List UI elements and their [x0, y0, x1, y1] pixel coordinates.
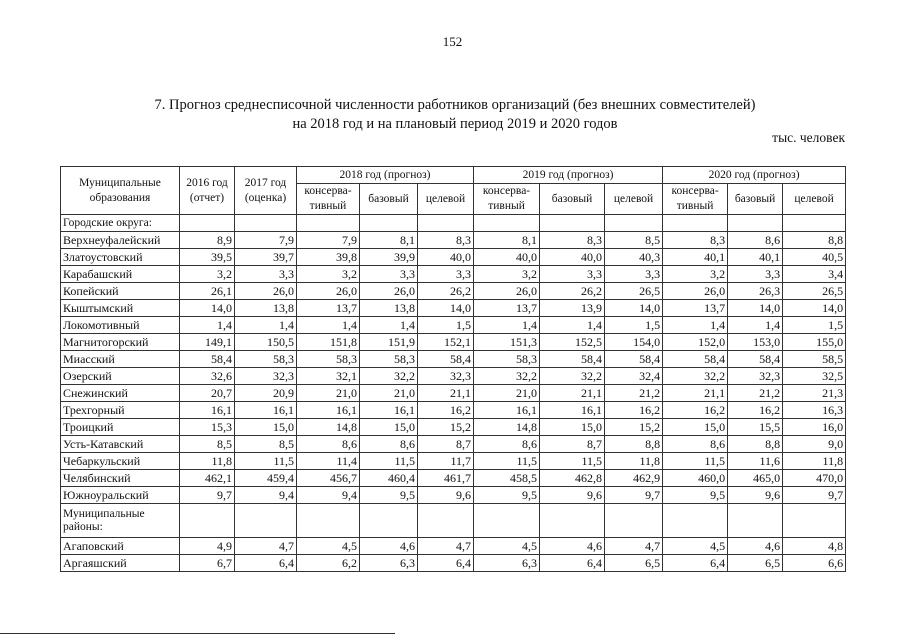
municipality-name: Верхнеуфалейский [61, 232, 180, 249]
value-cell: 13,7 [297, 300, 360, 317]
value-cell: 7,9 [297, 232, 360, 249]
value-cell: 32,3 [418, 368, 474, 385]
value-cell: 16,2 [663, 402, 728, 419]
value-cell: 15,0 [663, 419, 728, 436]
header-municipality: Муниципальные образования [61, 167, 180, 215]
value-cell: 32,6 [180, 368, 235, 385]
value-cell: 15,0 [235, 419, 297, 436]
value-cell: 32,2 [540, 368, 605, 385]
value-cell: 8,7 [418, 436, 474, 453]
table-row [61, 402, 846, 419]
value-cell: 13,7 [474, 300, 540, 317]
municipality-name: Челябинский [61, 470, 180, 487]
value-cell: 26,5 [783, 283, 846, 300]
municipality-name: Снежинский [61, 385, 180, 402]
empty-cell [540, 504, 605, 538]
empty-cell [180, 215, 235, 232]
value-cell: 14,0 [180, 300, 235, 317]
empty-cell [418, 215, 474, 232]
value-cell: 8,3 [663, 232, 728, 249]
value-cell: 3,2 [474, 266, 540, 283]
value-cell: 26,0 [235, 283, 297, 300]
value-cell: 8,3 [540, 232, 605, 249]
value-cell: 16,1 [235, 402, 297, 419]
header-2020-conservative: консерва-тивный [663, 184, 728, 215]
value-cell: 1,5 [783, 317, 846, 334]
value-cell: 11,5 [235, 453, 297, 470]
value-cell: 6,5 [728, 555, 783, 572]
value-cell: 1,4 [474, 317, 540, 334]
value-cell: 21,2 [605, 385, 663, 402]
value-cell: 26,0 [360, 283, 418, 300]
value-cell: 460,0 [663, 470, 728, 487]
value-cell: 1,4 [297, 317, 360, 334]
municipality-name: Карабашский [61, 266, 180, 283]
value-cell: 13,9 [540, 300, 605, 317]
value-cell: 6,5 [605, 555, 663, 572]
value-cell: 40,1 [728, 249, 783, 266]
header-2018: 2018 год (прогноз) [297, 167, 474, 184]
value-cell: 4,7 [605, 538, 663, 555]
value-cell: 14,8 [474, 419, 540, 436]
value-cell: 6,4 [418, 555, 474, 572]
value-cell: 152,5 [540, 334, 605, 351]
value-cell: 3,3 [418, 266, 474, 283]
value-cell: 1,4 [360, 317, 418, 334]
municipality-name: Усть-Катавский [61, 436, 180, 453]
table-row [61, 453, 846, 470]
value-cell: 3,3 [728, 266, 783, 283]
value-cell: 462,1 [180, 470, 235, 487]
empty-cell [180, 504, 235, 538]
value-cell: 8,1 [474, 232, 540, 249]
empty-cell [783, 504, 846, 538]
empty-cell [663, 504, 728, 538]
value-cell: 1,4 [235, 317, 297, 334]
value-cell: 4,6 [728, 538, 783, 555]
municipality-name: Троицкий [61, 419, 180, 436]
municipality-name: Аргаяшский [61, 555, 180, 572]
table-row [61, 300, 846, 317]
value-cell: 152,1 [418, 334, 474, 351]
value-cell: 13,7 [663, 300, 728, 317]
empty-cell [360, 215, 418, 232]
value-cell: 9,5 [360, 487, 418, 504]
table-row [61, 334, 846, 351]
value-cell: 11,5 [663, 453, 728, 470]
value-cell: 16,2 [728, 402, 783, 419]
value-cell: 58,3 [360, 351, 418, 368]
municipality-name: Трехгорный [61, 402, 180, 419]
municipality-name: Магнитогорский [61, 334, 180, 351]
table-row [61, 351, 846, 368]
value-cell: 9,4 [235, 487, 297, 504]
municipality-name: Чебаркульский [61, 453, 180, 470]
value-cell: 6,4 [540, 555, 605, 572]
value-cell: 456,7 [297, 470, 360, 487]
value-cell: 11,5 [540, 453, 605, 470]
empty-cell [474, 215, 540, 232]
table-row [61, 487, 846, 504]
table-row [61, 385, 846, 402]
value-cell: 58,3 [474, 351, 540, 368]
value-cell: 15,0 [360, 419, 418, 436]
value-cell: 4,5 [474, 538, 540, 555]
value-cell: 58,4 [663, 351, 728, 368]
table-row [61, 317, 846, 334]
value-cell: 8,6 [297, 436, 360, 453]
value-cell: 6,3 [474, 555, 540, 572]
value-cell: 1,5 [418, 317, 474, 334]
value-cell: 9,6 [418, 487, 474, 504]
value-cell: 26,5 [605, 283, 663, 300]
value-cell: 4,5 [663, 538, 728, 555]
value-cell: 20,9 [235, 385, 297, 402]
footnote-divider [0, 633, 395, 634]
value-cell: 26,2 [418, 283, 474, 300]
value-cell: 8,6 [360, 436, 418, 453]
value-cell: 58,4 [540, 351, 605, 368]
value-cell: 40,5 [783, 249, 846, 266]
table-row [61, 266, 846, 283]
value-cell: 58,4 [180, 351, 235, 368]
table-header [61, 167, 846, 215]
value-cell: 1,5 [605, 317, 663, 334]
value-cell: 3,3 [235, 266, 297, 283]
value-cell: 8,3 [418, 232, 474, 249]
value-cell: 32,3 [728, 368, 783, 385]
value-cell: 8,8 [783, 232, 846, 249]
empty-cell [235, 215, 297, 232]
value-cell: 9,7 [180, 487, 235, 504]
value-cell: 13,8 [360, 300, 418, 317]
header-2018-conservative: консерва-тивный [297, 184, 360, 215]
value-cell: 458,5 [474, 470, 540, 487]
municipality-name: Озерский [61, 368, 180, 385]
value-cell: 15,2 [605, 419, 663, 436]
value-cell: 32,1 [297, 368, 360, 385]
value-cell: 8,1 [360, 232, 418, 249]
header-2018-target: целевой [418, 184, 474, 215]
value-cell: 20,7 [180, 385, 235, 402]
value-cell: 14,0 [418, 300, 474, 317]
value-cell: 3,2 [297, 266, 360, 283]
value-cell: 8,7 [540, 436, 605, 453]
value-cell: 26,2 [540, 283, 605, 300]
table-row [61, 283, 846, 300]
value-cell: 9,7 [783, 487, 846, 504]
value-cell: 9,7 [605, 487, 663, 504]
header-2019-base: базовый [540, 184, 605, 215]
table-row [61, 538, 846, 555]
municipality-name: Локомотивный [61, 317, 180, 334]
section-label: Городские округа: [61, 215, 180, 232]
value-cell: 40,3 [605, 249, 663, 266]
value-cell: 3,2 [663, 266, 728, 283]
value-cell: 462,9 [605, 470, 663, 487]
value-cell: 9,6 [728, 487, 783, 504]
empty-cell [728, 504, 783, 538]
value-cell: 153,0 [728, 334, 783, 351]
value-cell: 58,4 [418, 351, 474, 368]
empty-cell [297, 215, 360, 232]
value-cell: 6,2 [297, 555, 360, 572]
value-cell: 32,2 [663, 368, 728, 385]
title-line-2: на 2018 год и на плановый период 2019 и 2020 годов [292, 116, 618, 132]
value-cell: 4,5 [297, 538, 360, 555]
value-cell: 9,4 [297, 487, 360, 504]
value-cell: 155,0 [783, 334, 846, 351]
value-cell: 21,0 [474, 385, 540, 402]
value-cell: 40,0 [540, 249, 605, 266]
header-2020: 2020 год (прогноз) [663, 167, 846, 184]
value-cell: 151,9 [360, 334, 418, 351]
empty-cell [605, 215, 663, 232]
value-cell: 32,2 [360, 368, 418, 385]
value-cell: 3,2 [180, 266, 235, 283]
value-cell: 3,3 [540, 266, 605, 283]
empty-cell [605, 504, 663, 538]
value-cell: 8,6 [474, 436, 540, 453]
value-cell: 21,1 [663, 385, 728, 402]
value-cell: 15,5 [728, 419, 783, 436]
value-cell: 16,2 [605, 402, 663, 419]
table-row [61, 249, 846, 266]
value-cell: 154,0 [605, 334, 663, 351]
value-cell: 16,1 [540, 402, 605, 419]
value-cell: 14,0 [728, 300, 783, 317]
value-cell: 26,1 [180, 283, 235, 300]
value-cell: 39,7 [235, 249, 297, 266]
value-cell: 8,5 [235, 436, 297, 453]
empty-cell [783, 215, 846, 232]
value-cell: 58,4 [728, 351, 783, 368]
section-row [61, 504, 846, 538]
header-2020-base: базовый [728, 184, 783, 215]
value-cell: 15,3 [180, 419, 235, 436]
value-cell: 11,4 [297, 453, 360, 470]
value-cell: 16,0 [783, 419, 846, 436]
table-row [61, 368, 846, 385]
page-number: 152 [442, 34, 463, 49]
value-cell: 1,4 [540, 317, 605, 334]
value-cell: 4,6 [540, 538, 605, 555]
value-cell: 16,1 [180, 402, 235, 419]
value-cell: 4,9 [180, 538, 235, 555]
empty-cell [728, 215, 783, 232]
section-label: Муниципальные районы: [61, 504, 180, 538]
municipality-name: Копейский [61, 283, 180, 300]
value-cell: 16,2 [418, 402, 474, 419]
value-cell: 58,3 [235, 351, 297, 368]
value-cell: 11,6 [728, 453, 783, 470]
value-cell: 462,8 [540, 470, 605, 487]
table-row [61, 436, 846, 453]
empty-cell [540, 215, 605, 232]
value-cell: 6,3 [360, 555, 418, 572]
value-cell: 9,0 [783, 436, 846, 453]
value-cell: 460,4 [360, 470, 418, 487]
value-cell: 11,7 [418, 453, 474, 470]
municipality-name: Агаповский [61, 538, 180, 555]
value-cell: 149,1 [180, 334, 235, 351]
municipality-name: Миасский [61, 351, 180, 368]
table-row [61, 470, 846, 487]
municipality-name: Южноуральский [61, 487, 180, 504]
value-cell: 16,1 [297, 402, 360, 419]
value-cell: 9,5 [474, 487, 540, 504]
value-cell: 151,3 [474, 334, 540, 351]
empty-cell [418, 504, 474, 538]
table-title [60, 96, 850, 134]
value-cell: 58,5 [783, 351, 846, 368]
forecast-table [60, 166, 846, 572]
table-row [61, 232, 846, 249]
value-cell: 6,4 [235, 555, 297, 572]
table-row [61, 419, 846, 436]
value-cell: 21,2 [728, 385, 783, 402]
value-cell: 6,4 [663, 555, 728, 572]
value-cell: 4,7 [418, 538, 474, 555]
value-cell: 15,2 [418, 419, 474, 436]
value-cell: 39,5 [180, 249, 235, 266]
value-cell: 21,0 [360, 385, 418, 402]
value-cell: 465,0 [728, 470, 783, 487]
value-cell: 11,8 [783, 453, 846, 470]
header-2018-base: базовый [360, 184, 418, 215]
empty-cell [663, 215, 728, 232]
value-cell: 461,7 [418, 470, 474, 487]
value-cell: 40,0 [474, 249, 540, 266]
value-cell: 58,4 [605, 351, 663, 368]
value-cell: 15,0 [540, 419, 605, 436]
value-cell: 32,4 [605, 368, 663, 385]
value-cell: 1,4 [180, 317, 235, 334]
table-body [61, 215, 846, 572]
value-cell: 6,6 [783, 555, 846, 572]
value-cell: 39,9 [360, 249, 418, 266]
value-cell: 470,0 [783, 470, 846, 487]
value-cell: 4,6 [360, 538, 418, 555]
value-cell: 8,5 [605, 232, 663, 249]
value-cell: 11,8 [180, 453, 235, 470]
table-row [61, 555, 846, 572]
header-2019: 2019 год (прогноз) [474, 167, 663, 184]
value-cell: 9,6 [540, 487, 605, 504]
value-cell: 1,4 [728, 317, 783, 334]
value-cell: 16,3 [783, 402, 846, 419]
value-cell: 13,8 [235, 300, 297, 317]
value-cell: 3,3 [605, 266, 663, 283]
value-cell: 8,8 [605, 436, 663, 453]
title-line-1: 7. Прогноз среднесписочной численности работников организаций (без внешних совместителей) [154, 97, 756, 113]
value-cell: 40,0 [418, 249, 474, 266]
value-cell: 151,8 [297, 334, 360, 351]
value-cell: 40,1 [663, 249, 728, 266]
value-cell: 150,5 [235, 334, 297, 351]
empty-cell [360, 504, 418, 538]
value-cell: 16,1 [474, 402, 540, 419]
value-cell: 26,0 [474, 283, 540, 300]
value-cell: 7,9 [235, 232, 297, 249]
municipality-name: Кыштымский [61, 300, 180, 317]
header-2019-target: целевой [605, 184, 663, 215]
value-cell: 21,1 [418, 385, 474, 402]
value-cell: 11,5 [474, 453, 540, 470]
value-cell: 14,0 [605, 300, 663, 317]
value-cell: 459,4 [235, 470, 297, 487]
value-cell: 39,8 [297, 249, 360, 266]
value-cell: 1,4 [663, 317, 728, 334]
value-cell: 21,1 [540, 385, 605, 402]
value-cell: 9,5 [663, 487, 728, 504]
value-cell: 8,5 [180, 436, 235, 453]
empty-cell [474, 504, 540, 538]
value-cell: 8,6 [663, 436, 728, 453]
value-cell: 32,2 [474, 368, 540, 385]
value-cell: 4,7 [235, 538, 297, 555]
value-cell: 11,5 [360, 453, 418, 470]
header-2016: 2016 год (отчет) [180, 167, 235, 215]
value-cell: 32,5 [783, 368, 846, 385]
value-cell: 3,3 [360, 266, 418, 283]
value-cell: 21,0 [297, 385, 360, 402]
value-cell: 8,9 [180, 232, 235, 249]
municipality-name: Златоустовский [61, 249, 180, 266]
value-cell: 58,3 [297, 351, 360, 368]
value-cell: 26,0 [663, 283, 728, 300]
section-row [61, 215, 846, 232]
value-cell: 14,0 [783, 300, 846, 317]
value-cell: 32,3 [235, 368, 297, 385]
header-2019-conservative: консерва-тивный [474, 184, 540, 215]
value-cell: 8,8 [728, 436, 783, 453]
value-cell: 16,1 [360, 402, 418, 419]
empty-cell [235, 504, 297, 538]
units-label: тыс. человек [772, 130, 845, 145]
empty-cell [297, 504, 360, 538]
value-cell: 26,3 [728, 283, 783, 300]
value-cell: 21,3 [783, 385, 846, 402]
value-cell: 3,4 [783, 266, 846, 283]
value-cell: 14,8 [297, 419, 360, 436]
header-2020-target: целевой [783, 184, 846, 215]
value-cell: 4,8 [783, 538, 846, 555]
value-cell: 11,8 [605, 453, 663, 470]
header-2017: 2017 год (оценка) [235, 167, 297, 215]
value-cell: 6,7 [180, 555, 235, 572]
value-cell: 26,0 [297, 283, 360, 300]
value-cell: 152,0 [663, 334, 728, 351]
value-cell: 8,6 [728, 232, 783, 249]
